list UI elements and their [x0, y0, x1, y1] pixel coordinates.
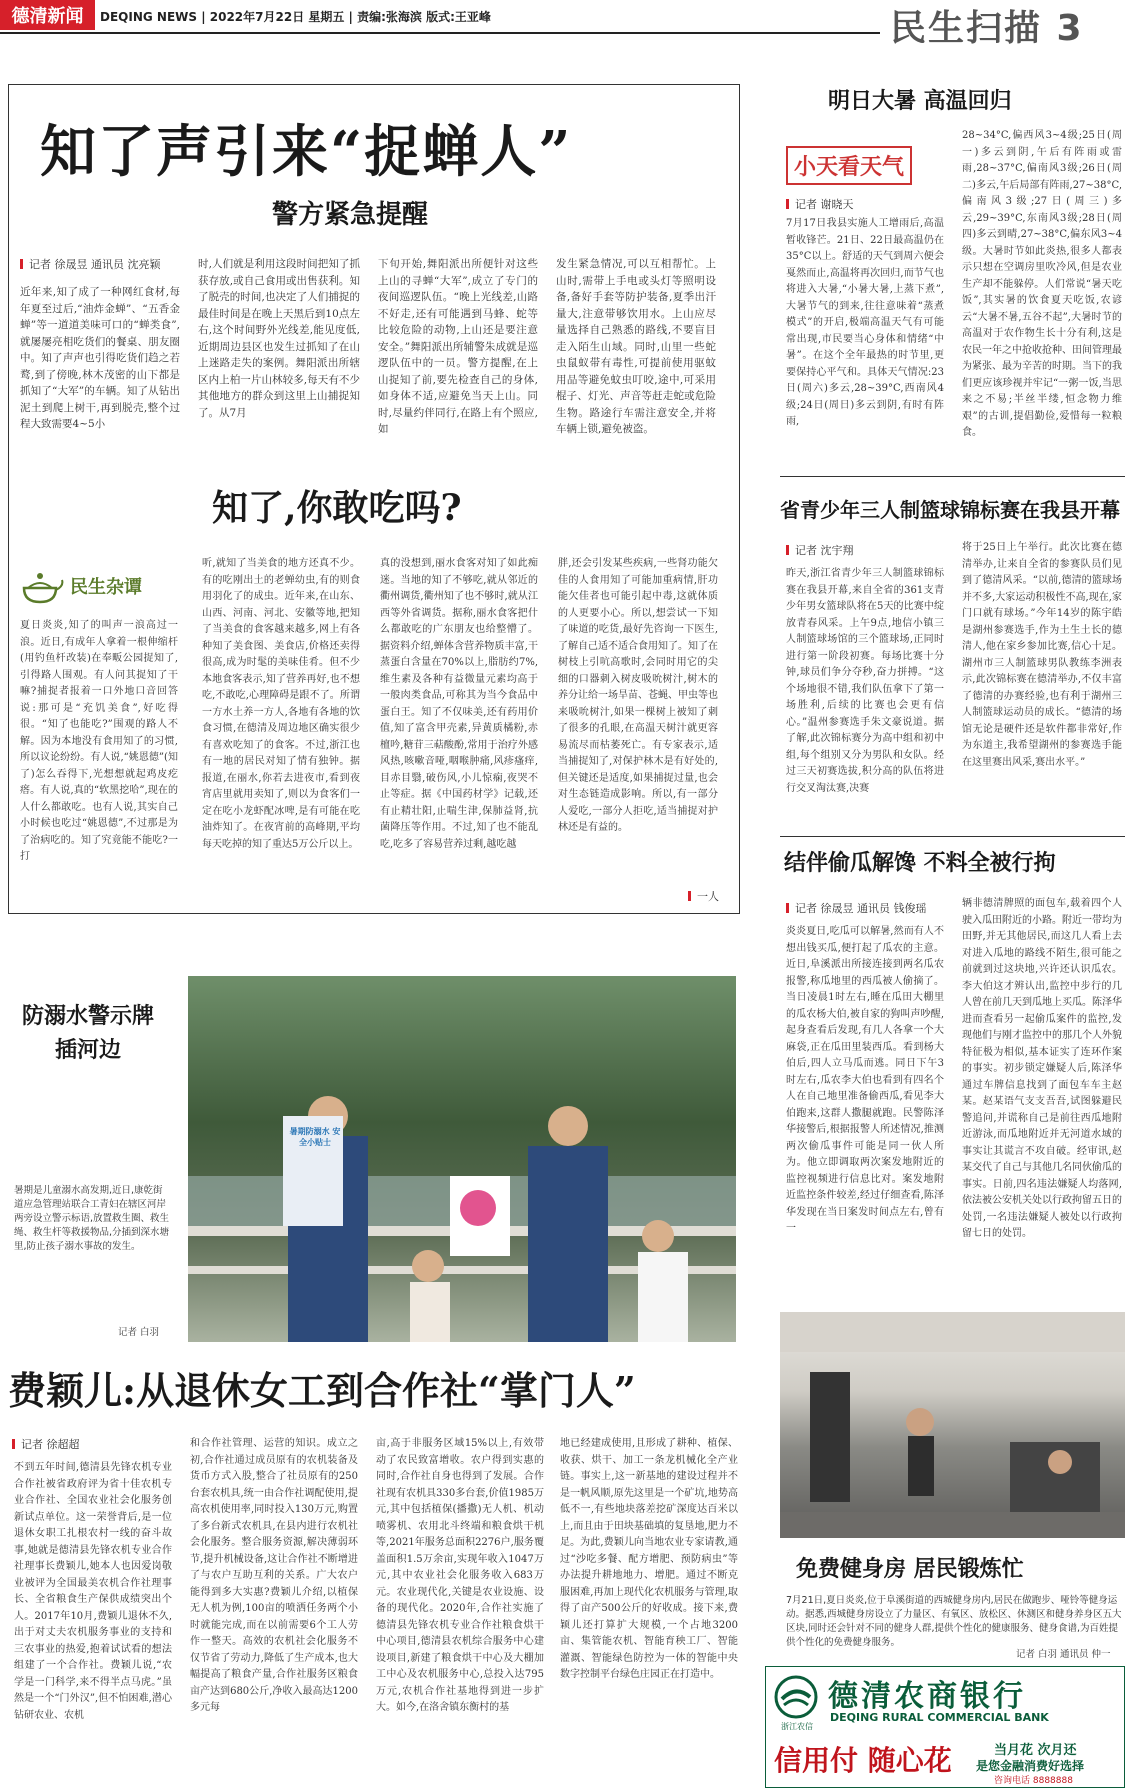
bank-promo-1: 当月花 次月还 — [994, 1743, 1077, 1758]
lead-byline: 记者 徐晟昱 通讯员 沈亮颖 — [20, 256, 161, 272]
lead-col-1: 近年来,知了成了一种网红食材,每年夏至过后,“油炸金蝉”、“五香金蝉”等一道道美味可口的“蝉类食”,就屡屡亮相吃货们的餐桌、朋友圈中。知了声声也引得吃货们趋之若鹜,到了傍晚,林木茂密的山下都是抓知了“大军”的车辆。知了从钻出泥土到爬上树干,再到脱壳,整个过程大致需要4~5小 — [20, 286, 180, 430]
drowning-credit: 记者 白羽 — [118, 1327, 160, 1338]
basketball-col-2: 将于25日上午举行。此次比赛在德清举办,让来自全省的参赛队员们见到了德清风采。“以前,德清的篮球场并不多,大家运动积极性不高,现在,家门口就有球场。”今年14岁的陈宇皓是湖州参赛选手,作为土生土长的德清人,他在家乡参加比赛,信心十足。湖州市三人制篮球男队教练李洲表示,此次锦标赛在德清举办,不仅丰富了德清的办赛经验,也有利于湖州三人制篮球运动员的成长。“德清的场馆无论是硬件还是软件都非常好,作为东道主,我希望湖州的参赛选手能在这里赛出风采,赛出水平。” — [962, 542, 1122, 768]
essay-col-2: 听,就知了当美食的地方还真不少。有的吃刚出土的老蝉幼虫,有的则食用羽化了的成虫。近年来,在山东、山西、河南、河北、安徽等地,把知了当美食的食客越来越多,网上有各种知了美食图、美食店,价格还卖得很高,成为时髦的美味佳肴。但不少本地食客表示,知了营养再好,也不想吃,不敢吃,心理障碍是跟不了。所谓一方水土养一方人,各地有各地的饮食习惯,在德清及周边地区确实很少有喜欢吃知了的食客。不过,浙江也有一地的居民对知了情有独钟。据报道,在丽水,你若去进夜市,看到夜宵店里就用卖知了,则以为食客们一定在吃小龙虾配冰啤,是有可能在吃油炸知了。在夜宵前的高峰期,平均每天吃掉的知了重达5万公斤以上。 — [202, 558, 360, 850]
gym-title: 免费健身房 居民锻炼忙 — [796, 1556, 1024, 1582]
bank-hotline: 咨询电话 8888888 — [994, 1776, 1073, 1786]
basketball-title: 省青少年三人制篮球锦标赛在我县开幕 — [780, 498, 1120, 522]
essay-col-4: 胖,还会引发某些疾病,一些肾功能欠佳的人食用知了可能加重病情,肝功能欠佳者也可能引起中毒,这就体质的人更要小心。所以,想尝试一下知了味道的吃货,最好先咨询一下医生,了解自己适不适合食用知了。知了在树枝上引吭高歌时,会同时用它的尖细的口器刺入树皮吸吮树汁,树木的养分让给一场旱苗、苍蝇、甲虫等也来吸吮树汁,如果一棵树上被知了刺了很多的孔眼,在高温天树汁就更容易流尽而枯萎死亡。有专家表示,适当捕捉知了,对保护林木是有好处的,但关键还是适度,如果捕捉过量,也会对生态链造成影响。所以,有一部分人爱吃,一部分人拒吃,适当捕捉对护林还是有益的。 — [558, 558, 718, 833]
bank-logo-icon — [774, 1675, 818, 1719]
masthead-logo: 德清新闻 — [0, 0, 95, 30]
masthead-info: DEQING NEWS | 2022年7月22日 星期五 | 责编:张海滨 版式:王亚峰 — [100, 10, 491, 24]
weather-byline: 记者 谢晓天 — [786, 196, 854, 212]
section-title: 民生扫描 3 — [890, 8, 1084, 49]
drowning-caption: 暑期是儿童溺水高发期,近日,康乾街道应急管理站联合工青妇在辖区河岸两旁设立警示标语,放置救生圈、救生绳、救生杆等救援物品,分插到深水塘里,防止孩子溺水事故的发生。 — [14, 1185, 170, 1252]
melon-col-2: 辆非德清牌照的面包车,载着四个人驶入瓜田附近的小路。附近一带均为田野,并无其他居民,而这几人看上去对进入瓜地的路线不陌生,很可能之前就到过这块地,兴许还认识瓜农。李大伯这才辨认出,监控中步行的几人曾在前几天到瓜地上买瓜。陈泽华进而查看另一起偷瓜案件的监控,发现他们与刚才监控中的那几个人外貌特征极为相似,基本证实了连环作案的事实。初步锁定嫌疑人后,陈泽华通过车牌信息找到了面包车车主赵某。赵某语气支支吾吾,试图躲避民警追问,并谎称自己是前往西瓜地附近游泳,而瓜地附近并无河道水域的事实让其谎言不攻自破。经审讯,赵某交代了自己与其他几名同伙偷瓜的事实。日前,四名违法嫌疑人均落网,依法被公安机关处以行政拘留五日的处罚,一名违法嫌疑人被处以行政拘留七日的处罚。 — [962, 898, 1122, 1239]
coop-col-1: 不到五年时间,德清县先锋农机专业合作社被省政府评为省十佳农机专业合作社、全国农业社会化服务创新试点单位。这一荣誉背后,是一位退休女职工扎根农村一线的奋斗故事,她就是德清县先锋农机专业合作社理事长费颖儿,她本人也因爱岗敬业被评为全国最美农机合作社理事长、全省粮食生产保供成绩突出个人。2017年10月,费颖儿退休不久,出于对丈夫农机服务事业的支持和三农事业的热爱,抱着试试看的想法组建了一个合作社。费颖儿说,“农学是一门科学,来不得半点马虎。”虽然是一个“门外汉”,但不怕困难,潜心钻研农业、农机 — [14, 1462, 172, 1721]
masthead-rule — [0, 32, 880, 34]
weather-title: 明日大暑 高温回归 — [828, 88, 1012, 114]
drowning-sign: 暑期防溺水 安全小贴士 — [289, 1127, 341, 1147]
coop-title: 费颖儿:从退休女工到合作社“掌门人” — [8, 1368, 636, 1413]
bank-promo-2: 是您金融消费好选择 — [976, 1759, 1085, 1773]
bank-name-en: DEQING RURAL COMMERCIAL BANK — [830, 1711, 1049, 1724]
weather-rule — [780, 476, 1125, 477]
coop-byline: 记者 徐超超 — [12, 1436, 80, 1452]
coop-col-2: 和合作社管理、运营的知识。成立之初,合作社通过成员原有的农机装备及货币方式入股,整合了社员原有的250台套农机具,统一由合作社调配使用,提高农机使用率,同时投入130万元,购置了多台新式农机具,在县内进行农机社会化服务。整合服务资源,解决薄弱环节,提升机械设备,这让合作社不断增进了与农户互助互利的关系。广大农户能得到多大实惠?费颖儿介绍,以植保无人机为例,100亩的喷洒任务两个小时就能完成,而在以前需要6个工人劳作一整天。高效的农机社会化服务不仅节省了劳动力,降低了生产成本,也大幅提高了粮食产量,合作社服务区粮食亩产达到680公斤,净收入最高达1200多元每 — [190, 1438, 358, 1713]
drowning-title-line-2: 插河边 — [54, 1038, 121, 1063]
basketball-byline: 记者 沈宇翔 — [786, 542, 854, 558]
bank-ad — [765, 1666, 1125, 1788]
essay-col-3: 真的没想到,丽水食客对知了如此痴迷。当地的知了不够吃,就从邻近的衢州调货,衢州知了也不够时,就从江西等外省调货。据称,丽水食客把什么都敢吃的广东朋友也给整懵了。据资料介绍,蝉体含营养物质丰富,干蒸蛋白含量在70%以上,脂肪约7%,维生素及各种有益微量元素均高于一般肉类食品,可称其为当今食品中蛋白王。知了不仅味美,还有药用价值,知了富含甲壳素,异黄质橘粉,赤檀吟,糖苷三萜酸酚,常用于治疗外感风热,咳嗽音哑,咽喉肿痛,风疹瘙痒,目赤目翳,破伤风,小儿惊痫,夜哭不止等症。据《中国药材学》记载,还有止精壮阳,止喘生津,保肺益肾,抗菌降压等作用。不过,知了也不能乱吃,吃多了容易营养过剩,越吃越 — [380, 558, 538, 850]
basketball-rule — [780, 836, 1125, 837]
gym-photo — [780, 1312, 1125, 1538]
essay-col-1: 夏日炎炎,知了的叫声一浪高过一浪。近日,有成年人拿着一根伸缩杆(用钓鱼杆改装)在奉畈公园捉知了,引得路人围观。有人问其捉知了干嘛?捕捉者报着一口外地口音回答说:那可是“充饥美食”,好吃得很。“知了也能吃?”围观的路人不解。因为本地没有食用知了的习惯,所以议论纷纷。有人说,“姚恩德”(知了)怎么吞得下,光想想就起鸡皮疙瘩。有人说,真的“软黑挖哈”,现在的人什么都敢吃。也有人说,其实自己小时候也吃过“姚恩德”,不过那是为了治病吃的。知了究竟能不能吃?一打 — [20, 620, 178, 862]
lead-col-2: 时,人们就是利用这段时间把知了抓获存放,或自己食用或出售获利。知了脱壳的时间,也决定了人们捕捉的最佳时间是在晚上天黑后到10点左右,这个时间野外光线差,能见度低,近期周边县区也发生过抓知了在山上迷路走失的案例。舞阳派出所辖区内上柏一片山林较多,每天有不少其他地方的群众到这里上山捕捉知了。从7月 — [198, 258, 360, 419]
gym-credit: 记者 白羽 通讯员 仲一 — [1016, 1649, 1111, 1660]
lead-subtitle: 警方紧急提醒 — [272, 200, 429, 230]
weather-col-1: 7月17日我县实施人工增雨后,高温暂收锋芒。21日、22日最高温仍在35°C以上。舒适的天气到周六便会戛然而止,高温将再次回归,而节气也将进入大暑,“小暑大暑,上蒸下煮”,大暑节气的到来,往往意味着“蒸煮模式”的开启,极端高温天气有可能常出现,市民要当心身体和情绪“中暑”。在这个全年最热的时节里,更要保持心平气和。具体天气情况:23日(周六)多云,28~39°C,西南风4级;24日(周日)多云到阴,有时有阵雨, — [786, 218, 944, 427]
melon-title: 结伴偷瓜解馋 不料全被行拘 — [784, 850, 1056, 876]
bank-logo-label: 浙江农信 — [781, 1722, 813, 1731]
melon-byline: 记者 徐晟昱 通讯员 钱俊瑶 — [786, 900, 927, 916]
weather-chip: 小天看天气 — [786, 146, 912, 185]
basketball-col-1: 昨天,浙江省青少年三人制篮球锦标赛在我县开幕,来自全省的361支青少年男女篮球队将在5天的比赛中绽放青春风采。上午9点,地信小镇三人制篮球场馆的三个篮球场,正同时进行第一阶段初赛。每场比赛十分钟,球员们争分夺秒,奋力拼搏。“这个场地很不错,我们队伍拿下了第一场胜利,后续的比赛也会更有信心。”温州参赛选手朱文豪说道。据了解,此次锦标赛分为高中组和初中组,每个组别又分为男队和女队。经过三天初赛选拔,积分高的队伍将进行交叉淘汰赛,决赛 — [786, 568, 944, 794]
coop-col-4: 地已经建成使用,且形成了耕种、植保、收获、烘干、加工一条龙机械化全产业链。事实上,这一新基地的建设过程并不是一帆风顺,原先这里是一个矿坑,地势高低不一,有些地块落差挖矿深度达百米以上,而且由于田块基础填的复垦地,肥力不足。为此,费颖儿向当地农业专家请教,通过“沙吃多餐、配方增肥、预防病虫”等办法提升耕地地力、增肥。通过不断克服困难,再加上现代化农机服务与管理,取得了亩产500公斤的好收成。接下来,费颖儿还打算扩大规模,一个占地3200亩、集管能农机、智能育秧工厂、智能灌溉、智能绿色防控为一体的智能中央数字控制平台绿色庄园正在打造中。 — [560, 1438, 738, 1680]
column-logo — [18, 560, 176, 612]
drowning-title-line-1: 防溺水警示牌 — [21, 1004, 154, 1029]
essay-signoff: 一人 — [688, 888, 719, 904]
gym-caption: 7月21日,夏日炎炎,位于阜溪街道的西城健身房内,居民在做跑步、哑铃等健身运动。据悉,西城健身房设立了力量区、有氧区、放松区、休测区和健身养身区五大区块,同时还会针对不同的健身人群,提供个性化的健康服务、健身食谱,为百姓提供个性化的免费健身服务。 — [786, 1595, 1122, 1648]
coop-col-3: 亩,高于非服务区域15%以上,有效带动了农民致富增收。农户得到实惠的同时,合作社自身也得到了发展。合作社现有农机具330多台套,价值1985万元,其中包括植保(播撒)无人机、机动喷雾机、农用北斗终端和粮食烘干机等,2021年服务总面积2276户,服务覆盖面积1.5万余亩,实现年收入1047万元,其中农业社会化服务收入683万元。农业现代化,关键是农业设施、设备的现代化。2020年,合作社实施了德清县先锋农机专业合作社粮食烘干中心项目,德清县农机综合服务中心建设项目,新建了粮食烘干中心及大棚加工中心及农机服务中心,总投入达795万元,农机合作社基地得到进一步扩大。如今,在洛舍镇东衡村的基 — [376, 1438, 544, 1713]
lead-col-3: 下旬开始,舞阳派出所便针对这些上山的寻蝉“大军”,成立了专门的夜间巡逻队伍。“晚上光线差,山路不好走,还有可能遇到马蜂、蛇等比较危险的动物,上山还是要注意安全。”舞阳派出所辅警朱成就是巡逻队伍中的一员。警方提醒,在上山捉知了前,要先检查自己的身体,如身体不适,应避免当天上山。同时,尽量约伴同行,在路上有个照应,如 — [378, 258, 538, 435]
lead-headline: 知了声引来“捉蝉人” — [40, 119, 573, 185]
bank-name-cn: 德清农商银行 — [828, 1679, 1026, 1714]
teapot-icon — [18, 566, 64, 606]
melon-col-1: 炎炎夏日,吃瓜可以解暑,然而有人不想出钱买瓜,便打起了瓜农的主意。近日,阜溪派出所接连接到两名瓜农报警,称瓜地里的西瓜被人偷摘了。当日凌晨1时左右,睡在瓜田大棚里的瓜农杨大伯,被自家的狗叫声吵醒,起身查看后发现,有几人各拿一个大麻袋,正在瓜田里装西瓜。看到杨大伯后,四人立马瓜而逃。同日下午3时左右,瓜农李大伯也看到有四名个人在自己地里准备偷西瓜,看见李大伯跑来,这群人撒腿就跑。民警陈泽华接警后,根据报警人所述情况,推测两次偷瓜事件可能是同一伙人所为。他立即调取两次案发地附近的监控视频进行信息比对。案发地附近监控条件较差,经过仔细查看,陈泽华发现在当日案发时间点左右,曾有一 — [786, 926, 944, 1234]
lead-col-4: 发生紧急情况,可以互相帮忙。上山时,需带上手电或头灯等照明设备,备好手套等防护装备,夏季出汗量大,注意带够饮用水。上山应尽量选择自己熟悉的路线,不要盲目走入陌生山域。同时,山里一些蛇虫鼠蚁带有毒性,可提前使用驱蚊用品等避免蚊虫叮咬,途中,可采用棍子、灯光、声音等赶走蛇或危险生物。路途行车需注意安全,并将车辆上锁,避免被盗。 — [556, 258, 716, 435]
drowning-title — [8, 1000, 168, 1068]
essay-title: 知了,你敢吃吗? — [212, 487, 462, 529]
column-logo-text: 民生杂谭 — [70, 577, 142, 598]
drowning-photo — [188, 976, 736, 1342]
weather-col-2: 28~34°C,偏西风3~4级;25日(周一)多云到阴,午后有阵雨或雷雨,28~37°C,偏南风3级;26日(周二)多云,午后局部有阵雨,27~38°C,偏南风3级;27日(周三)多云,29~39°C,东南风3级;28日(周四)多云到晴,27~38°C,偏东风3~4级。大暑时节如此炎热,很多人都表示只想在空调房里吹冷风,但是农业生产却不能躲停。人们常说“暑天吃饭”,其实暑的饮食夏天吃饭,农谚云“大暑不暑,五谷不起”,大暑时节的高温对于农作物生长十分有利,这是农民一年之中抢收抢种、田间管理最为紧张、最为辛苦的时期。当下的我们更应该珍视并牢记“一粥一饭,当思来之不易;半丝半缕,恒念物力维艰”的古训,提倡勤俭,爱惜每一粒粮食。 — [962, 130, 1122, 438]
bank-slogan: 信用付 随心花 — [774, 1744, 952, 1777]
